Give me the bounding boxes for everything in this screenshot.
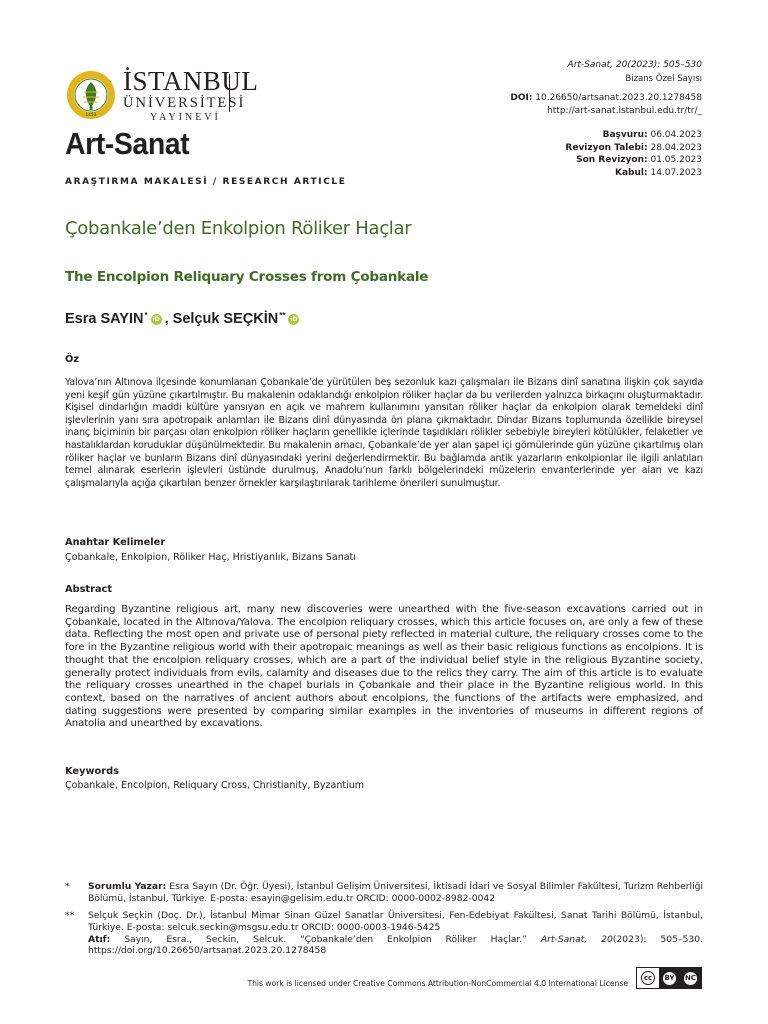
creative-commons-badge[interactable]: [636, 967, 702, 989]
footnote-text-2: Selçuk Seçkin (Doç. Dr.), İstanbul Mimar Sinan Güzel Sanatlar Üniversitesi, Fen-Edebiyat Fakültesi, Sanat Tarihi Bölümü, İstanbul, Türkiye. E-posta: selcuk.seckin@msgsu.edu.tr ORCID: 0000-0003-1946-5425: [88, 910, 703, 933]
date-row-submitted: Başvuru: 06.04.2023: [602, 130, 702, 140]
publisher-name-line1: İSTANBUL: [123, 66, 259, 96]
article-title-english: The Encolpion Reliquary Crosses from Çobankale: [65, 269, 429, 285]
footnote-second-author: [65, 910, 703, 957]
doi-link[interactable]: 10.26650/artsanat.2023.20.1278458: [535, 93, 702, 103]
cc-terms-area: [659, 968, 701, 988]
footnote-label: Sorumlu Yazar:: [88, 881, 167, 892]
journal-title: Art-Sanat: [65, 126, 190, 161]
author-name-1: Esra SAYIN: [65, 311, 144, 327]
orcid-icon[interactable]: iD: [290, 316, 298, 323]
svg-text:1453: 1453: [85, 112, 97, 117]
footnote-text-1: Esra Sayın (Dr. Öğr. Üyesi), İstanbul Gelişim Üniversitesi, İktisadi İdari ve Sosyal Bilimler Fakültesi, Turizm Rehberliği Bölümü, İstanbul, Türkiye. E-posta: esayin@gelisim.edu.tr ORCID: 0000-0002-8982-0042: [88, 881, 704, 904]
date-row-last-revision: Son Revizyon: 01.05.2023: [576, 155, 702, 165]
oz-text: Yalova’nın Altınova ilçesinde konumlanan Çobankale’de yürütülen beş sezonluk kazı çalışmaları ile Bizans dinî sanatına ilişkin çok sayıda yeni keşif gün yüzüne çıkartılmıştır. Bu makalenin odaklandığı enkolpion röliker haçlar da bu verilerden yalnızca birkaçını oluşturmaktadır. Kişisel dindarlığın maddi kültüre yansıyan en açık ve mahrem kullanımını yansıtan röliker haçlar da enkolpion olarak temeldeki dinî işlevlerinin yanı sıra apotropaik anlamları ile Bizans dinî dünyasında ön plana çıkmaktadır. Dindar Bizans toplumunda özellikle bireysel inanç biçiminin bir parçası olan enkolpion röliker haçların genellikle içlerinde taşıdıkları rölikler sebebiyle bireyleri kötülükler, felaketler ve hastalıklardan koruduklar düşünülmektedir. Bu makalenin amacı, Çobankale’de yer alan şapel içi gömülerinde gün yüzüne çıkartılmış olan röliker haçlar ve bunların Bizans dinî dünyasındaki yerini değerlendirmektir. Bu bağlamda antik yazarların enkolpionlar ile ilgili anlatıları temel alınarak eserlerin işlevleri üstünde durulmuş, Anadolu’nun farklı bölgelerindeki müzelerin envanterlerinde yer alan ve kazı çalışmalarıyla açığa çıkartılan benzer örnekler karşılaştırılarak tarihleme önerileri sunulmuştur.: [65, 377, 703, 489]
doi-line: [510, 93, 702, 103]
attribution-icon: BY: [663, 972, 676, 985]
citation-text-1: Sayın, Esra., Seckin, Selcuk. “Çobankale’den Enkolpion Röliker Haçlar.”: [110, 933, 541, 945]
abstract-heading: Abstract: [65, 584, 113, 595]
footnote-corresponding-author: [65, 881, 703, 905]
author-name-2: Selçuk SEÇKİN: [172, 311, 279, 327]
citation-text-2[interactable]: (2023): 505–530. https://doi.org/10.26650/artsanat.2023.20.1278458: [88, 933, 704, 957]
author-mark-2: **: [279, 311, 286, 320]
university-seal-logo: [66, 70, 116, 120]
orcid-icon[interactable]: iD: [152, 316, 160, 323]
date-row-accepted: Kabul: 14.07.2023: [615, 167, 702, 178]
anahtar-kelimeler-text: Çobankale, Enkolpion, Röliker Haç, Hristiyanlık, Bizans Sanatı: [65, 552, 356, 563]
article-title-turkish: Çobankale’den Enkolpion Röliker Haçlar: [65, 218, 412, 239]
journal-url[interactable]: http://art-sanat.istanbul.edu.tr/tr/_: [547, 106, 702, 116]
author-line: [65, 311, 302, 327]
citation-journal: Art-Sanat, 20: [540, 933, 613, 945]
article-type-label: ARAŞTIRMA MAKALESİ / RESEARCH ARTICLE: [65, 177, 347, 187]
abstract-text: Regarding Byzantine religious art, many new discoveries were unearthed with the five-season excavations carried out in Çobankale, located in the Altınova/Yalova. The encolpion reliquary crosses, which this article focuses on, are only a few of these data. Reflecting the most open and private use of personal piety reflected in material culture, the reliquary crosses come to the fore in the Byzantine religious world with their apotropaic meanings as well as their basic religious functions as encolpions. It is thought that the encolpion reliquary crosses, which are a part of the individual belief style in the religious Byzantine society, generally protect individuals from evils, calamity and diseases due to the relics they carry. The aim of this article is to evaluate the reliquary crosses unearthed in the chapel burials in Çobankale and their place in the Byzantine religious world. In this context, based on the narratives of ancient authors about encolpions, the functions of the artifacts were emphasized, and dating suggestions were presented by comparing similar examples in the inventories of museums in different regions of Anatolia and unearthed by excavations.: [65, 604, 703, 730]
special-issue-label: Bizans Özel Sayısı: [625, 74, 702, 84]
noncommercial-icon: NC: [684, 972, 697, 985]
oz-heading: Öz: [65, 354, 80, 365]
footnote-mark-2: **: [65, 910, 75, 921]
publisher-name-line3: YAYINEVİ: [150, 112, 221, 123]
date-row-revision-request: Revizyon Talebi: 28.04.2023: [565, 142, 702, 153]
author-mark-1: *: [144, 311, 148, 320]
anahtar-kelimeler-heading: Anahtar Kelimeler: [65, 537, 166, 548]
cc-icon: cc: [641, 971, 655, 985]
keywords-heading: Keywords: [65, 766, 119, 777]
citation-label: Atıf:: [88, 933, 111, 945]
publisher-name-line2: ÜNİVERSİTESİ: [123, 95, 246, 111]
keywords-text: Çobankale, Encolpion, Reliquary Cross, Christianity, Byzantium: [65, 780, 365, 791]
footnote-mark-1: *: [65, 881, 70, 892]
journal-citation: Art-Sanat, 20(2023): 505–530: [567, 60, 702, 70]
author-separator: ,: [164, 311, 169, 327]
doi-label: DOI:: [510, 93, 533, 103]
cc-icon-area: [637, 968, 659, 988]
license-text: This work is licensed under Creative Commons Attribution-NonCommercial 4.0 International License: [247, 979, 628, 988]
submission-dates: [565, 129, 702, 179]
